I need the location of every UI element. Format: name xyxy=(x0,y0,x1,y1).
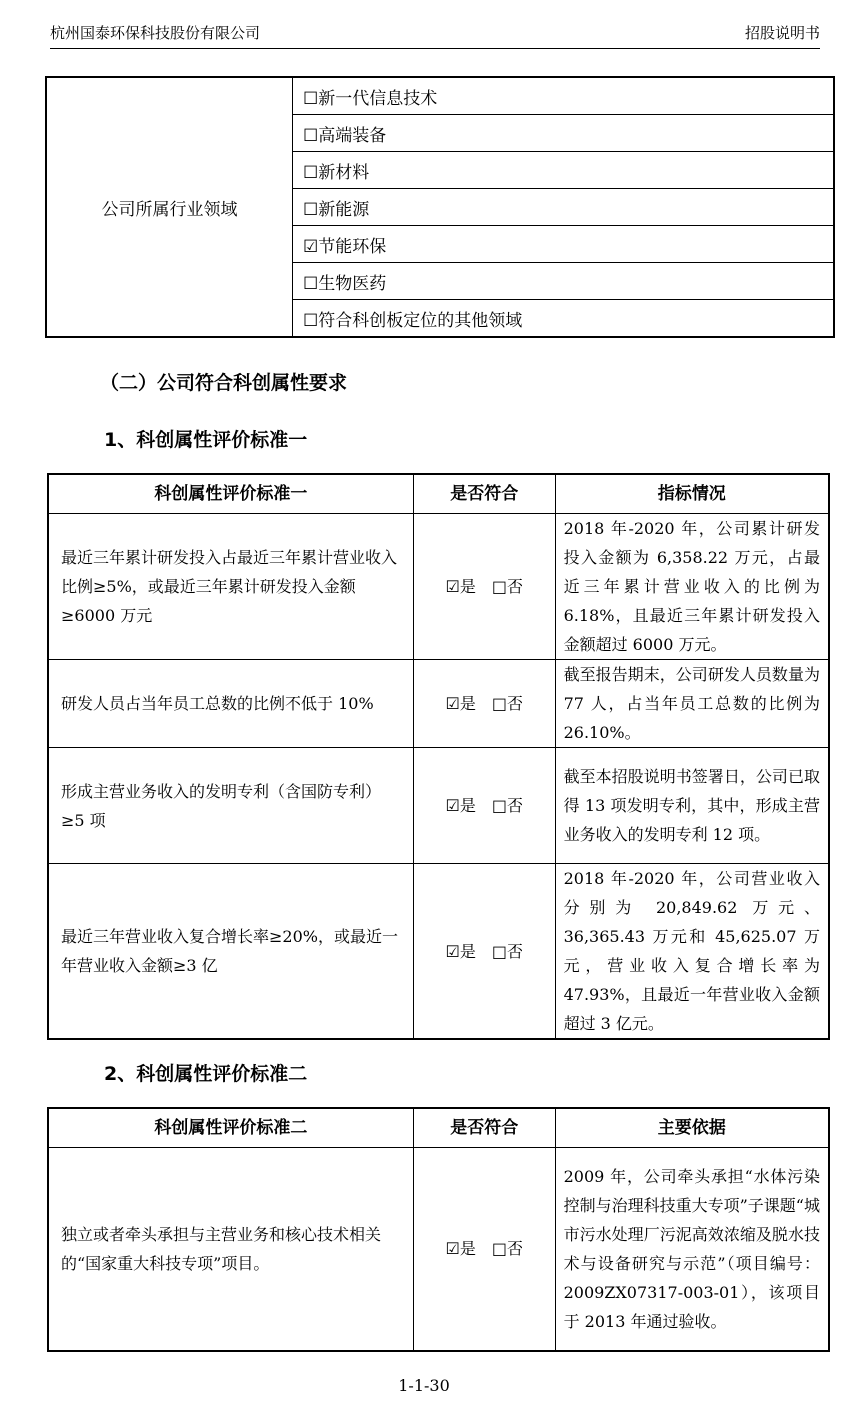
criterion-cell: 研发人员占当年员工总数的比例不低于 10% xyxy=(48,660,413,748)
criterion-cell: 最近三年累计研发投入占最近三年累计营业收入比例≥5%，或最近三年累计研发投入金额≥6000 万元 xyxy=(48,514,413,660)
column-header: 是否符合 xyxy=(413,1108,555,1148)
industry-option: ☐生物医药 xyxy=(293,263,835,300)
checked-yes-checkbox: ☑是 xyxy=(445,1239,476,1259)
standard-one-table xyxy=(47,473,830,1040)
table-row xyxy=(46,77,834,115)
compliance-cell xyxy=(413,514,555,660)
industry-option: ☐新能源 xyxy=(293,189,835,226)
table-row xyxy=(48,514,829,660)
checked-yes-checkbox: ☑是 xyxy=(445,694,476,713)
unchecked-no-checkbox: □否 xyxy=(491,694,523,713)
table-row xyxy=(48,660,829,748)
industry-option: ☐新一代信息技术 xyxy=(293,77,835,115)
criterion-cell: 最近三年营业收入复合增长率≥20%，或最近一年营业收入金额≥3 亿 xyxy=(48,864,413,1040)
criterion-cell: 独立或者牵头承担与主营业务和核心技术相关的“国家重大科技专项”项目。 xyxy=(48,1148,413,1351)
table-row xyxy=(48,1148,829,1351)
detail-cell: 2018 年-2020 年，公司累计研发投入金额为 6,358.22 万元，占最近三年累计营业收入的比例为 6.18%，且最近三年累计研发投入金额超过 6000 万元。 xyxy=(555,514,829,660)
detail-cell: 2018 年-2020 年，公司营业收入分别为 20,849.62 万元、36,365.43 万元和 45,625.07 万元，营业收入复合增长率为 47.93%，且最近一年营业收入金额超过 3 亿元。 xyxy=(555,864,829,1040)
industry-option: ☐符合科创板定位的其他领域 xyxy=(293,300,835,338)
table-row xyxy=(48,864,829,1040)
table-row xyxy=(48,748,829,864)
column-header: 指标情况 xyxy=(555,474,829,514)
industry-option: ☐高端装备 xyxy=(293,115,835,152)
detail-cell: 截至报告期末，公司研发人员数量为 77 人，占当年员工总数的比例为 26.10%。 xyxy=(555,660,829,748)
table-header-row xyxy=(48,1108,829,1148)
criterion-cell: 形成主营业务收入的发明专利（含国防专利）≥5 项 xyxy=(48,748,413,864)
standard-one-title: 1、科创属性评价标准一 xyxy=(104,429,308,451)
checked-yes-checkbox: ☑是 xyxy=(445,941,476,961)
page-header xyxy=(50,14,820,49)
industry-option-selected: ☑节能环保 xyxy=(293,226,835,263)
detail-cell: 截至本招股说明书签署日，公司已取得 13 项发明专利，其中，形成主营业务收入的发明专利 12 项。 xyxy=(555,748,829,864)
standard-two-table xyxy=(47,1107,830,1352)
unchecked-no-checkbox: □否 xyxy=(491,1239,523,1259)
document-type: 招股说明书 xyxy=(744,24,820,42)
table-header-row xyxy=(48,474,829,514)
checked-yes-checkbox: ☑是 xyxy=(445,577,476,596)
column-header: 主要依据 xyxy=(555,1108,829,1148)
company-name: 杭州国泰环保科技股份有限公司 xyxy=(50,24,261,42)
checked-yes-checkbox: ☑是 xyxy=(445,796,476,815)
industry-table xyxy=(45,76,835,338)
unchecked-no-checkbox: □否 xyxy=(491,796,523,815)
unchecked-no-checkbox: □否 xyxy=(491,941,523,961)
column-header: 科创属性评价标准二 xyxy=(48,1108,413,1148)
compliance-cell xyxy=(413,660,555,748)
column-header: 科创属性评价标准一 xyxy=(48,474,413,514)
industry-option: ☐新材料 xyxy=(293,152,835,189)
compliance-cell xyxy=(413,864,555,1040)
industry-label: 公司所属行业领域 xyxy=(46,77,293,337)
unchecked-no-checkbox: □否 xyxy=(491,577,523,596)
page-number: 1-1-30 xyxy=(398,1376,450,1395)
standard-two-title: 2、科创属性评价标准二 xyxy=(104,1063,308,1085)
section-title: （二）公司符合科创属性要求 xyxy=(100,372,348,394)
detail-cell: 2009 年，公司牵头承担“水体污染控制与治理科技重大专项”子课题“城市污水处理厂污泥高效浓缩及脱水技术与设备研究与示范”（项目编号：2009ZX07317-003-01），该项目于 2013 年通过验收。 xyxy=(555,1148,829,1351)
compliance-cell xyxy=(413,748,555,864)
column-header: 是否符合 xyxy=(413,474,555,514)
compliance-cell xyxy=(413,1148,555,1351)
